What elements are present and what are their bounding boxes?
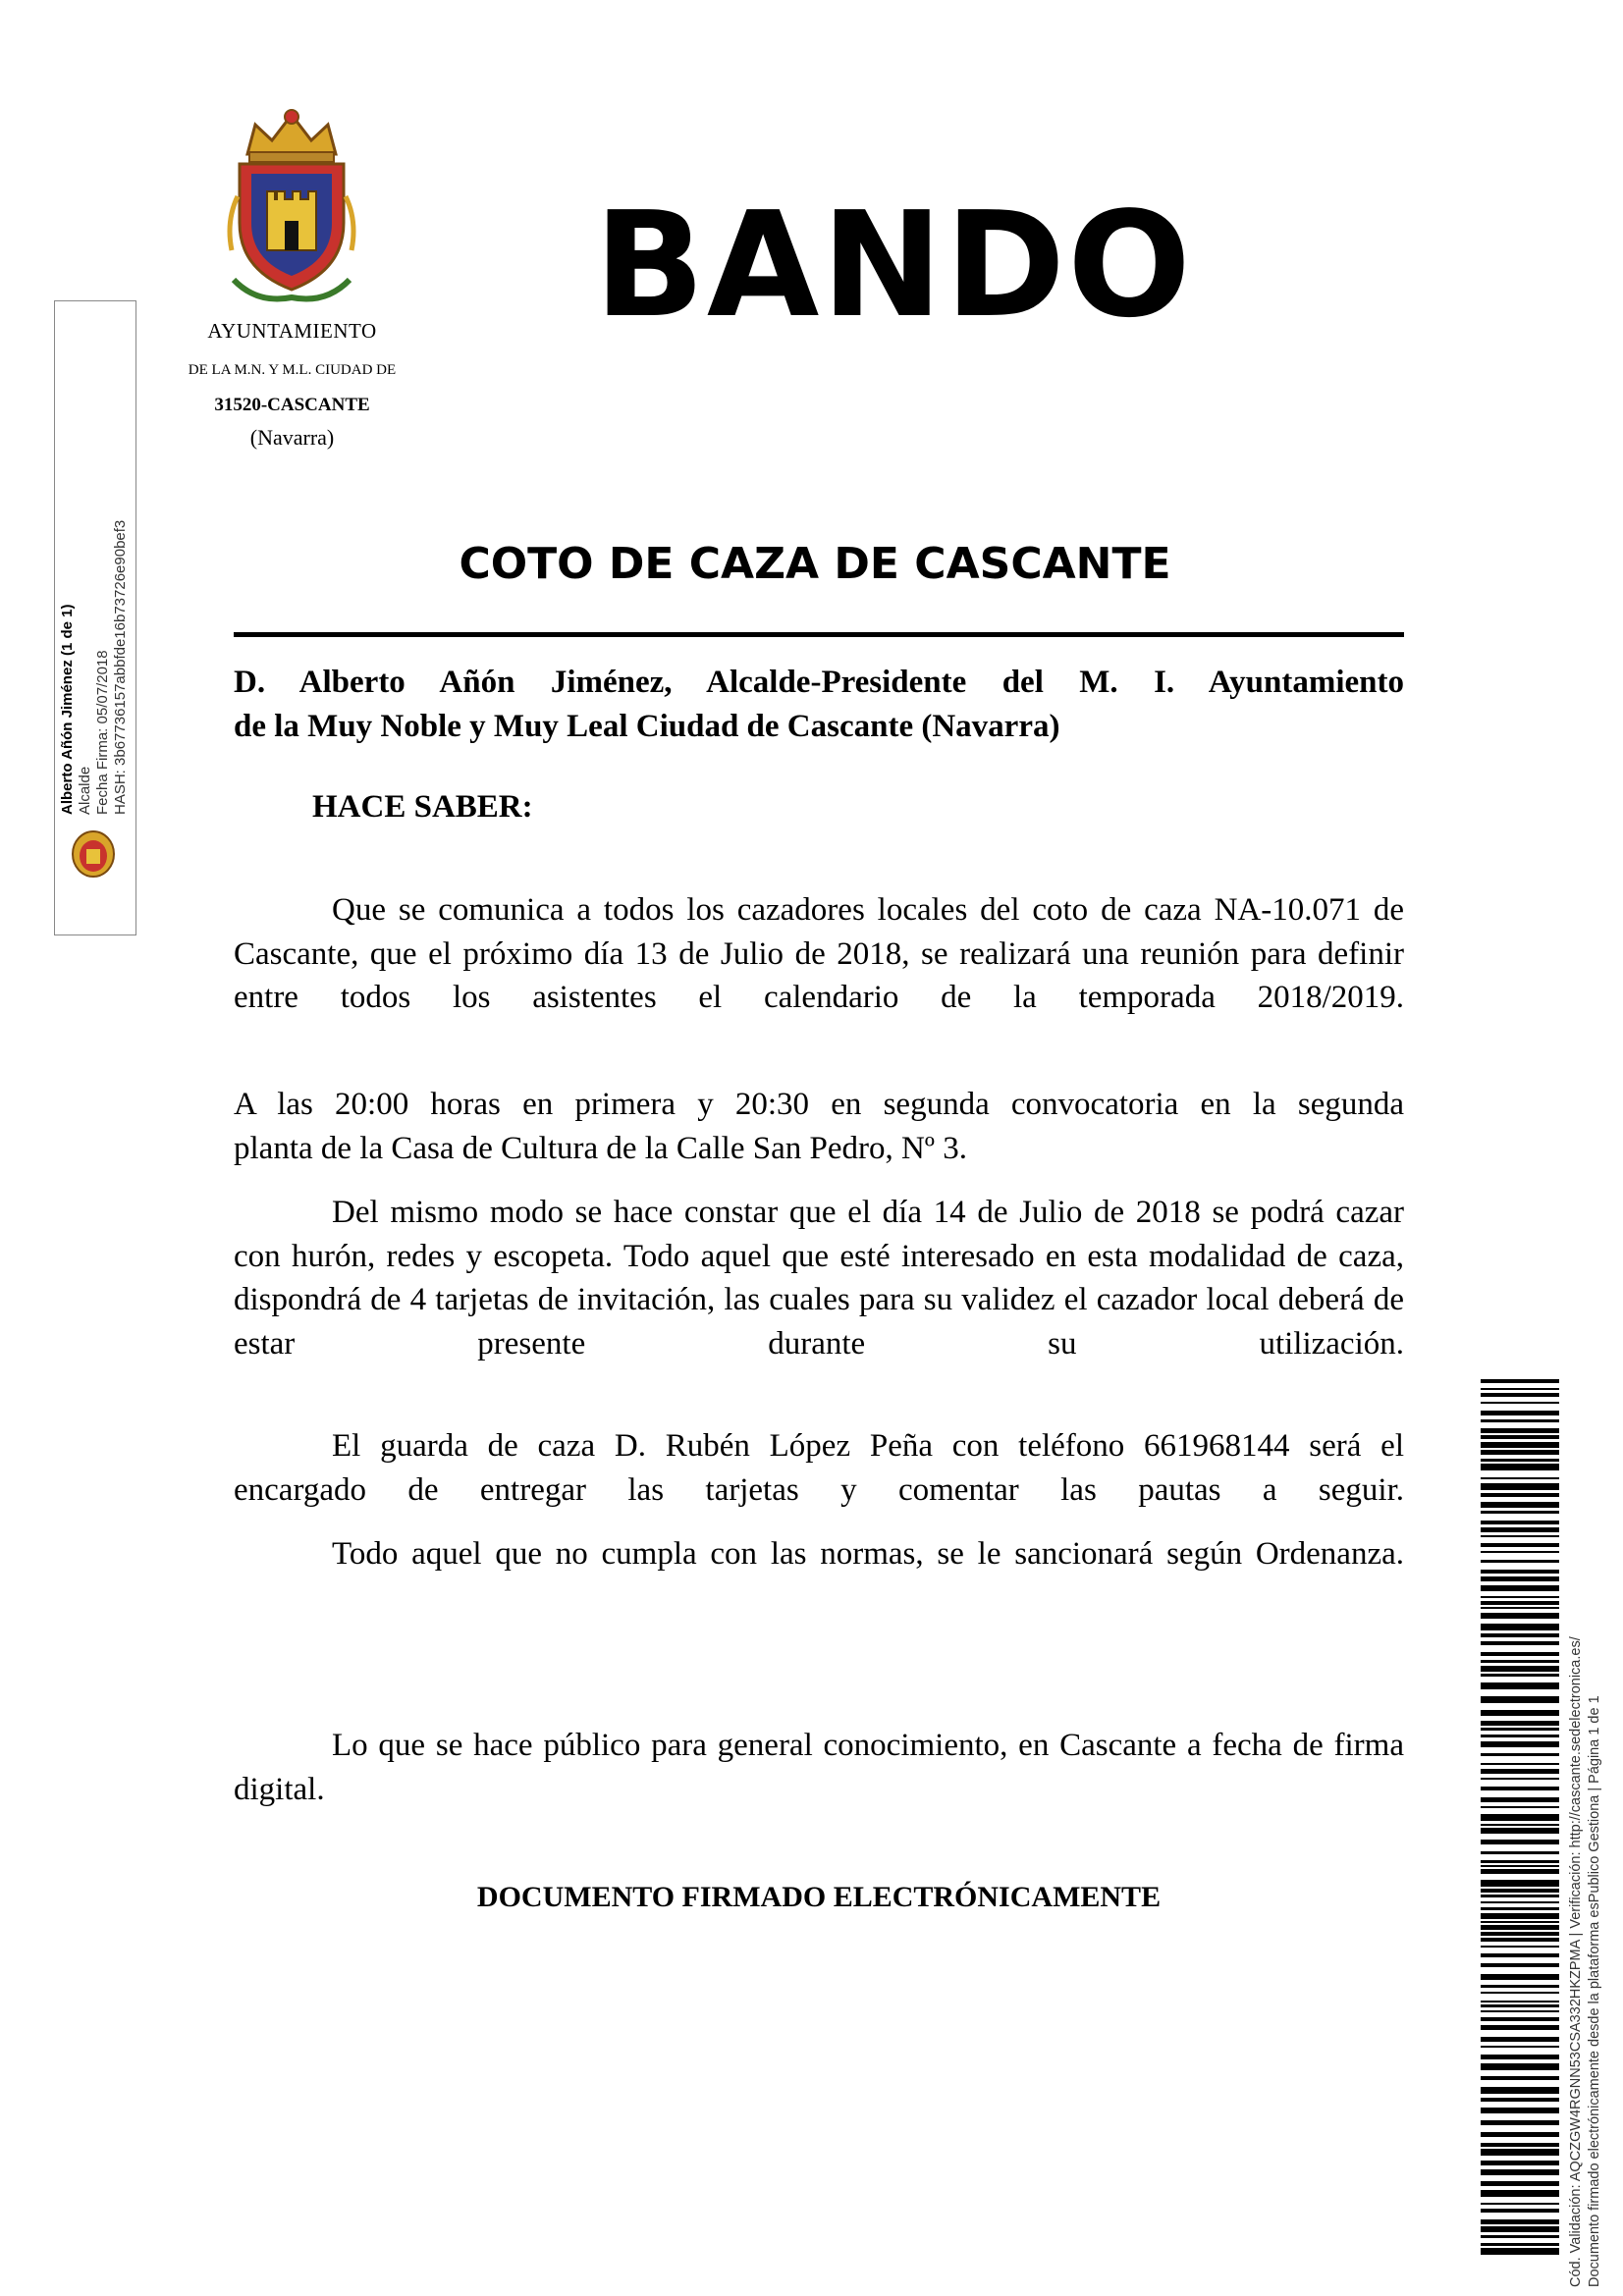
barcode-bar bbox=[1481, 1797, 1559, 1802]
ayuntamiento-city-line: DE LA M.N. Y M.L. CIUDAD DE bbox=[188, 362, 397, 378]
barcode-bar bbox=[1481, 1741, 1559, 1747]
barcode-bar bbox=[1481, 1652, 1559, 1656]
barcode-bar bbox=[1481, 1992, 1559, 1994]
barcode-bar bbox=[1481, 2108, 1559, 2113]
barcode-bar bbox=[1481, 1419, 1559, 1422]
barcode-bar bbox=[1481, 1442, 1559, 1448]
signature-stamp-text bbox=[59, 304, 135, 815]
barcode-bar bbox=[1481, 2132, 1559, 2137]
validation-text bbox=[1567, 1443, 1608, 2287]
barcode-bar bbox=[1481, 1753, 1559, 1756]
barcode-bar bbox=[1481, 1889, 1559, 1893]
barcode-bar bbox=[1481, 1585, 1559, 1591]
paragraph-closing: Lo que se hace público para general conocimiento, en Cascante a fecha de firma digital. bbox=[234, 1728, 1404, 1807]
barcode-bar bbox=[1481, 1660, 1559, 1663]
validation-code: Cód. Validación: AQCZGW4RGNN53CSA332HKZPMA | Verificación: http://cascante.sedelectronica.es/ bbox=[1568, 1636, 1584, 2287]
barcode-bar bbox=[1481, 1613, 1559, 1619]
paragraph-schedule-line: A las 20:00 horas en primera y 20:30 en segunda convocatoria en la segunda bbox=[234, 1087, 1404, 1122]
barcode-bar bbox=[1481, 2120, 1559, 2125]
barcode-bar bbox=[1481, 1502, 1559, 1508]
barcode-bar bbox=[1481, 1624, 1559, 1630]
barcode-bar bbox=[1481, 1674, 1559, 1677]
barcode-bar bbox=[1481, 1735, 1559, 1737]
barcode-bar bbox=[1481, 1633, 1559, 1637]
barcode-bar bbox=[1481, 2161, 1559, 2165]
barcode-bar bbox=[1481, 1596, 1559, 1598]
ayuntamiento-postcode: 31520-CASCANTE bbox=[214, 395, 370, 415]
barcode-bar bbox=[1481, 2004, 1559, 2007]
barcode-bar bbox=[1481, 1907, 1559, 1910]
barcode-bar bbox=[1481, 2017, 1559, 2021]
barcode-bar bbox=[1481, 1483, 1559, 1490]
barcode-bar bbox=[1481, 1763, 1559, 1765]
barcode-bar bbox=[1481, 2219, 1559, 2224]
page-title: BANDO bbox=[594, 181, 1193, 349]
barcode-bar bbox=[1481, 1477, 1559, 1479]
barcode-bar bbox=[1481, 2087, 1559, 2094]
barcode-bar bbox=[1481, 1824, 1559, 1826]
barcode-bar bbox=[1481, 1869, 1559, 1874]
barcode-bar bbox=[1481, 1963, 1559, 1967]
paragraph-sanction: Todo aquel que no cumpla con las normas, se le sancionará según Ordenanza. bbox=[332, 1536, 1404, 1572]
barcode-bar bbox=[1481, 1543, 1559, 1547]
barcode-bar bbox=[1481, 2063, 1559, 2070]
barcode-bar bbox=[1481, 1666, 1559, 1672]
barcode-bar bbox=[1481, 1913, 1559, 1919]
validation-platform: Documento firmado electrónicamente desde la plataforma esPublico Gestiona | Página 1 de 1 bbox=[1587, 1695, 1602, 2287]
barcode-bar bbox=[1481, 1769, 1559, 1774]
barcode-bar bbox=[1481, 2209, 1559, 2213]
barcode-bar bbox=[1481, 1901, 1559, 1903]
barcode-bar bbox=[1481, 1464, 1559, 1470]
barcode-bar bbox=[1481, 1393, 1559, 1397]
barcode-bar bbox=[1481, 2248, 1559, 2255]
barcode-bar bbox=[1481, 2098, 1559, 2102]
barcode-bar bbox=[1481, 1880, 1559, 1887]
barcode-bar bbox=[1481, 1806, 1559, 1808]
barcode-bar bbox=[1481, 1778, 1559, 1780]
barcode-bar bbox=[1481, 1865, 1559, 1867]
barcode-bar bbox=[1481, 1435, 1559, 1439]
barcode-bar bbox=[1481, 2190, 1559, 2197]
barcode-bar bbox=[1481, 1428, 1559, 1433]
electronic-signature-notice: DOCUMENTO FIRMADO ELECTRÓNICAMENTE bbox=[476, 1881, 1162, 1913]
barcode-bar bbox=[1481, 1560, 1559, 1563]
signature-hash: HASH: 3b67736157abbfde16b73726e90bef3 bbox=[112, 519, 129, 815]
barcode-bar bbox=[1481, 1402, 1559, 1404]
barcode-bar bbox=[1481, 1493, 1559, 1497]
signature-date: Fecha Firma: 05/07/2018 bbox=[94, 650, 111, 815]
paragraph-schedule-line: planta de la Casa de Cultura de la Calle San Pedro, Nº 3. bbox=[234, 1131, 968, 1166]
barcode-bar bbox=[1481, 1521, 1559, 1524]
barcode-bar bbox=[1481, 2076, 1559, 2080]
barcode-bar bbox=[1481, 1938, 1559, 1942]
barcode-bar bbox=[1481, 1925, 1559, 1930]
barcode-bar bbox=[1481, 1840, 1559, 1844]
barcode-bar bbox=[1481, 1511, 1559, 1514]
barcode-bar bbox=[1481, 1946, 1559, 1948]
barcode-bar bbox=[1481, 1411, 1559, 1415]
barcode-bar bbox=[1481, 2055, 1559, 2059]
barcode-bar bbox=[1481, 2226, 1559, 2232]
coat-of-arms-icon bbox=[218, 103, 365, 304]
addressee-line: de la Muy Noble y Muy Leal Ciudad de Cascante (Navarra) bbox=[234, 709, 1060, 744]
barcode-bar bbox=[1481, 1974, 1559, 1980]
barcode-bar bbox=[1481, 1860, 1559, 1863]
barcode-bar bbox=[1481, 2025, 1559, 2030]
barcode-bar bbox=[1481, 2203, 1559, 2205]
barcode-bar bbox=[1481, 1696, 1559, 1703]
barcode-bar bbox=[1481, 1814, 1559, 1821]
barcode-bar bbox=[1481, 1932, 1559, 1936]
barcode-bar bbox=[1481, 1953, 1559, 1957]
barcode-bar bbox=[1481, 2010, 1559, 2012]
barcode-bar bbox=[1481, 2169, 1559, 2175]
barcode-bar bbox=[1481, 2037, 1559, 2042]
page-subtitle: COTO DE CAZA DE CASCANTE bbox=[459, 539, 1171, 589]
barcode-bar bbox=[1481, 2243, 1559, 2246]
paragraph-hunting-day: Del mismo modo se hace constar que el día 14 de Julio de 2018 se podrá cazar con hurón, redes y escopeta. Todo aquel que esté interesado en esta modalidad de caza, dispondrá de 4 tarjetas de invitación, las cuales para su validez el cazador local deberá de estar presente durante su utilización. bbox=[234, 1195, 1404, 1362]
barcode-bar bbox=[1481, 1379, 1559, 1383]
barcode-bar bbox=[1481, 1450, 1559, 1455]
barcode-bar bbox=[1481, 1728, 1559, 1731]
barcode-bar bbox=[1481, 1985, 1559, 1988]
paragraph-meeting: Que se comunica a todos los cazadores locales del coto de caza NA-10.071 de Cascante, que el próximo día 13 de Julio de 2018, se realizará una reunión para definir entre todos los asistentes el calendario de la temporada 2018/2019. bbox=[234, 892, 1404, 1015]
signer-role: Alcalde bbox=[77, 766, 93, 815]
barcode-bar bbox=[1481, 1895, 1559, 1897]
signer-name: Alberto Añón Jiménez (1 de 1) bbox=[59, 604, 76, 815]
paragraph-guard: El guarda de caza D. Rubén López Peña con teléfono 661968144 será el encargado de entregar las tarjetas y comentar las pautas a seguir. bbox=[234, 1428, 1404, 1508]
barcode-bar bbox=[1481, 1710, 1559, 1716]
barcode-bar bbox=[1481, 1721, 1559, 1726]
barcode-bar bbox=[1481, 1787, 1559, 1790]
barcode-bar bbox=[1481, 1551, 1559, 1553]
addressee-line: D. Alberto Añón Jiménez, Alcalde-Presidente del M. I. Ayuntamiento bbox=[234, 665, 1404, 700]
barcode-icon bbox=[1481, 1379, 1559, 2258]
hace-saber-heading: HACE SABER: bbox=[312, 789, 533, 825]
title-divider bbox=[234, 632, 1404, 637]
barcode-bar bbox=[1481, 1641, 1559, 1645]
barcode-bar bbox=[1481, 1851, 1559, 1854]
barcode-bar bbox=[1481, 2143, 1559, 2147]
barcode-bar bbox=[1481, 1535, 1559, 1537]
barcode-bar bbox=[1481, 2181, 1559, 2186]
barcode-bar bbox=[1481, 1682, 1559, 1689]
barcode-bar bbox=[1481, 1607, 1559, 1609]
barcode-bar bbox=[1481, 1921, 1559, 1923]
barcode-bar bbox=[1481, 2046, 1559, 2048]
barcode-bar bbox=[1481, 1527, 1559, 1532]
barcode-bar bbox=[1481, 1570, 1559, 1574]
ayuntamiento-line: AYUNTAMIENTO bbox=[207, 319, 377, 343]
barcode-bar bbox=[1481, 2001, 1559, 2002]
barcode-bar bbox=[1481, 1601, 1559, 1605]
ayuntamiento-region: (Navarra) bbox=[249, 425, 335, 450]
barcode-bar bbox=[1481, 2149, 1559, 2156]
barcode-bar bbox=[1481, 1459, 1559, 1462]
barcode-bar bbox=[1481, 1576, 1559, 1581]
barcode-bar bbox=[1481, 2235, 1559, 2238]
stamp-seal-icon bbox=[69, 829, 118, 879]
barcode-bar bbox=[1481, 1828, 1559, 1834]
barcode-bar bbox=[1481, 1388, 1559, 1390]
